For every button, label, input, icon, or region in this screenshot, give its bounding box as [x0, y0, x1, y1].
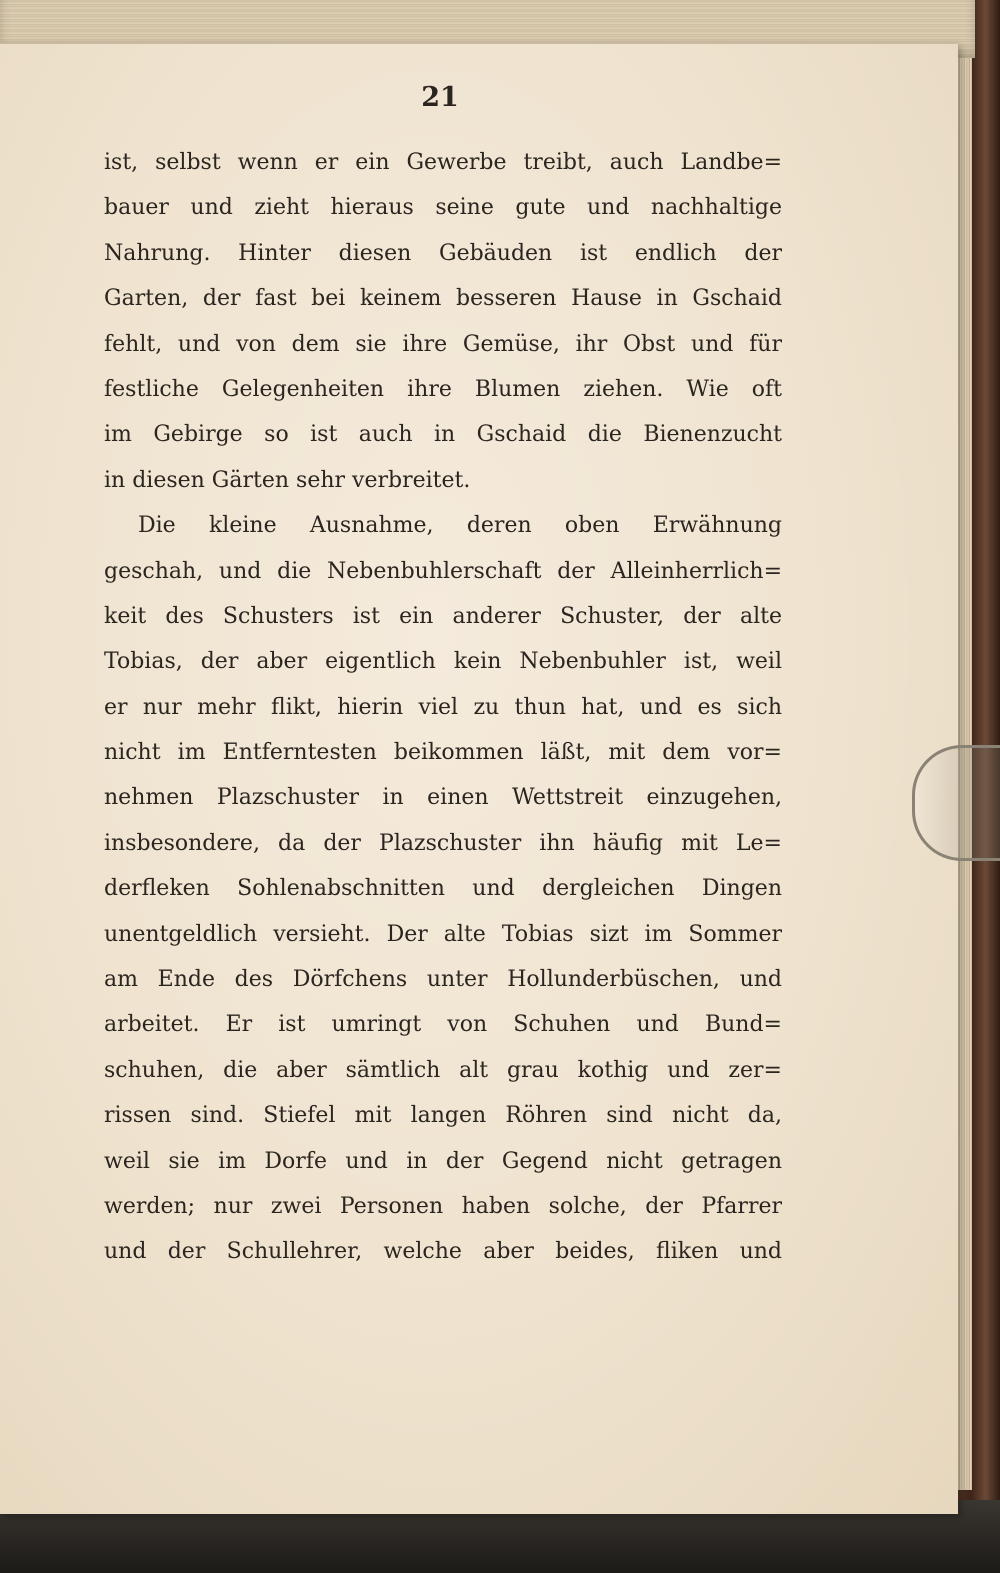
text-line: unentgeldlich versieht. Der alte Tobias sizt im Sommer: [104, 921, 782, 947]
text-line: Nahrung. Hinter diesen Gebäuden ist endlich der: [104, 240, 782, 266]
text-line: am Ende des Dörfchens unter Hollunderbüschen, und: [104, 967, 782, 993]
text-line: geschah, und die Nebenbuhlerschaft der Alleinherrlich=: [104, 558, 782, 584]
text-line: derfleken Sohlenabschnitten und dergleichen Dingen: [104, 876, 782, 902]
text-line: Tobias, der aber eigentlich kein Nebenbuhler ist, weil: [104, 649, 782, 675]
page-clip: [912, 745, 1000, 861]
text-line: er nur mehr flikt, hierin viel zu thun hat, und es sich: [104, 694, 782, 720]
text-line: keit des Schusters ist ein anderer Schuster, der alte: [104, 603, 782, 629]
text-line: nehmen Plazschuster in einen Wettstreit einzugehen,: [104, 785, 782, 811]
text-line: Garten, der fast bei keinem besseren Hause in Gschaid: [104, 286, 782, 312]
text-line: rissen sind. Stiefel mit langen Röhren sind nicht da,: [104, 1103, 782, 1129]
text-line: fehlt, und von dem sie ihre Gemüse, ihr Obst und für: [104, 331, 782, 357]
body-text: [104, 140, 782, 1275]
text-line: festliche Gelegenheiten ihre Blumen ziehen. Wie oft: [104, 376, 782, 402]
text-line: weil sie im Dorfe und in der Gegend nicht getragen: [104, 1148, 782, 1174]
page-number: 21: [421, 82, 459, 113]
text-line: schuhen, die aber sämtlich alt grau kothig und zer=: [104, 1057, 782, 1083]
text-line: Die kleine Ausnahme, deren oben Erwähnung: [138, 513, 782, 539]
text-line: werden; nur zwei Personen haben solche, der Pfarrer: [104, 1193, 782, 1219]
text-line: insbesondere, da der Plazschuster ihn häufig mit Le=: [104, 830, 782, 856]
text-line: bauer und zieht hieraus seine gute und nachhaltige: [104, 195, 782, 221]
text-line: nicht im Entferntesten beikommen läßt, mit dem vor=: [104, 740, 782, 766]
text-line: im Gebirge so ist auch in Gschaid die Bienenzucht: [104, 422, 782, 448]
text-line: und der Schullehrer, welche aber beides, fliken und: [104, 1239, 782, 1265]
text-line: ist, selbst wenn er ein Gewerbe treibt, auch Landbe=: [104, 150, 782, 175]
text-line: in diesen Gärten sehr verbreitet.: [104, 467, 471, 493]
text-line: arbeitet. Er ist umringt von Schuhen und Bund=: [104, 1012, 782, 1038]
